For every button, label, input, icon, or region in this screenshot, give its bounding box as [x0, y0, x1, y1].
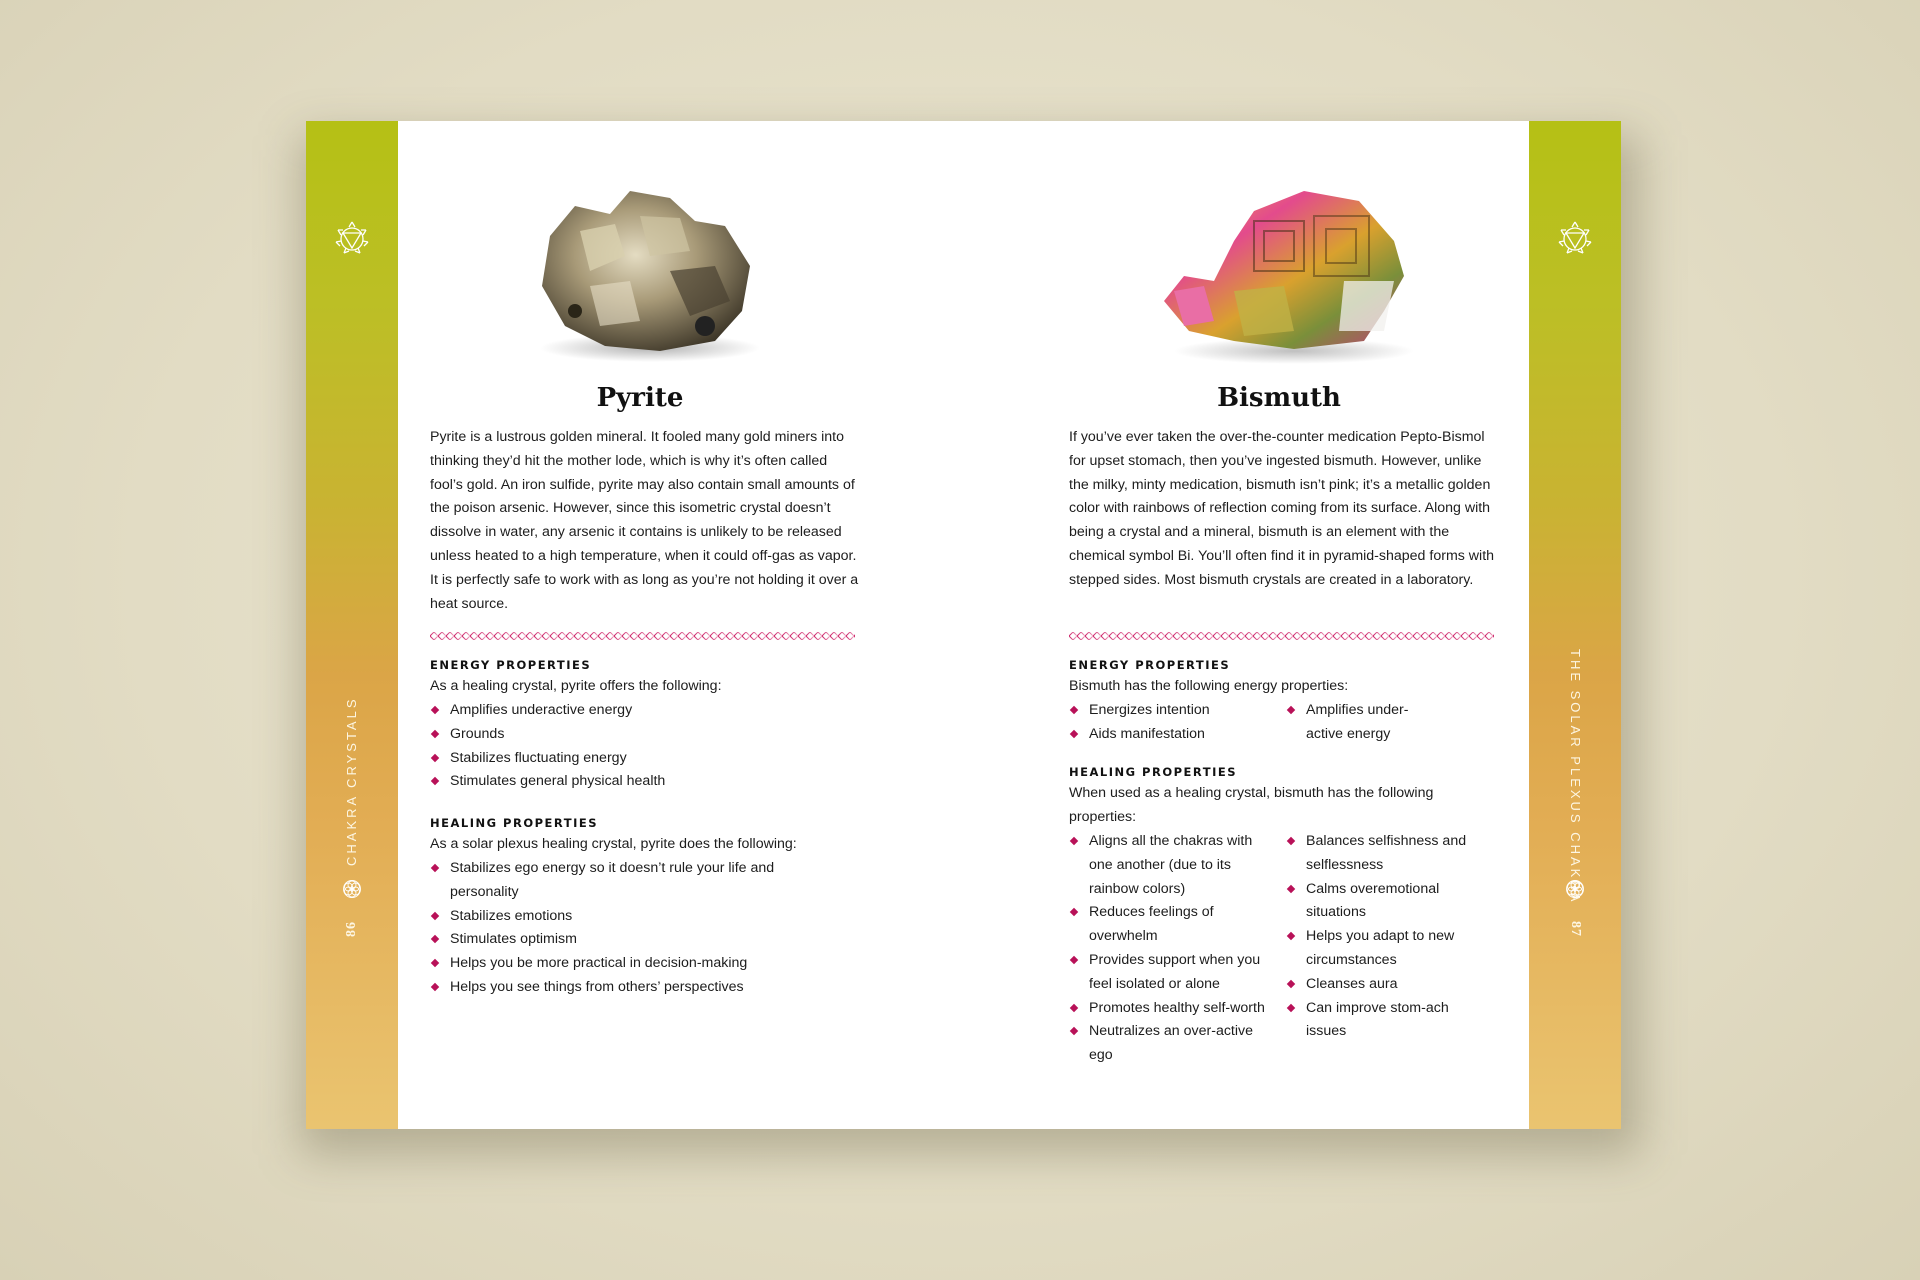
list-item: Stimulates optimism: [430, 928, 830, 952]
list-item: Can improve stom-ach issues: [1286, 997, 1486, 1045]
list-item: Aids manifestation: [1069, 723, 1279, 747]
list-item: Helps you adapt to new circumstances: [1286, 925, 1486, 973]
healing-list-col1: [1069, 830, 1279, 1068]
list-item: Reduces feelings of overwhelm: [1069, 901, 1279, 949]
list-item: Stabilizes fluctuating energy: [430, 747, 850, 771]
crystal-title: Pyrite: [596, 383, 684, 413]
energy-heading: ENERGY PROPERTIES: [430, 658, 592, 672]
page-number-left: 86: [344, 921, 359, 937]
energy-list-col1: [1069, 699, 1279, 747]
crystal-description: If you’ve ever taken the over-the-counter medication Pepto-Bismol for upset stomach, then you’ve ingested bismuth. However, unlike the milky, minty medication, bismuth isn’t pink; it’s a metallic golden color with rainbows of reflection coming from its surface. Along with being a crystal and a mineral, bismuth is an element with the chemical symbol Bi. You’ll often find it in pyramid-shaped forms with stepped sides. Most bismuth crystals are created in a laboratory.: [1069, 429, 1495, 588]
healing-heading: HEALING PROPERTIES: [430, 816, 598, 830]
energy-list: [430, 699, 850, 794]
pyrite-crystal-image: [520, 176, 770, 366]
left-color-band: [306, 121, 398, 1129]
crystal-title: Bismuth: [1217, 383, 1341, 413]
list-item: Neutralizes an over-active ego: [1069, 1020, 1279, 1068]
decorative-divider: [1069, 632, 1494, 640]
left-side-label: CHAKRA CRYSTALS: [344, 696, 359, 866]
list-item: Grounds: [430, 723, 850, 747]
page-number-right: 87: [1568, 921, 1583, 937]
list-item: Balances selfishness and selflessness: [1286, 830, 1486, 878]
list-item: Stimulates general physical health: [430, 770, 850, 794]
bismuth-crystal-image: [1144, 181, 1419, 371]
list-item: Amplifies under-active energy: [1286, 699, 1426, 747]
decorative-divider: [430, 632, 855, 640]
list-item: Helps you see things from others’ perspectives: [430, 976, 830, 1000]
energy-intro: Bismuth has the following energy properties:: [1069, 678, 1349, 694]
open-book: [306, 121, 1621, 1129]
list-item: Stabilizes ego energy so it doesn’t rule your life and personality: [430, 857, 830, 905]
list-item: Calms overemotional situations: [1286, 878, 1486, 926]
healing-intro: When used as a healing crystal, bismuth has the following properties:: [1069, 785, 1434, 825]
energy-intro: As a healing crystal, pyrite offers the following:: [430, 678, 722, 694]
energy-heading: ENERGY PROPERTIES: [1069, 658, 1231, 672]
list-item: Energizes intention: [1069, 699, 1279, 723]
flower-of-life-icon: [342, 879, 362, 899]
energy-list-col2: [1286, 699, 1426, 747]
healing-list-col2: [1286, 830, 1486, 1044]
right-page: [1069, 121, 1621, 1129]
list-item: Provides support when you feel isolated or alone: [1069, 949, 1279, 997]
crystal-description: Pyrite is a lustrous golden mineral. It fooled many gold miners into thinking they’d hit the mother lode, which is why it’s often called fool’s gold. An iron sulfide, pyrite may also contain small amounts of the poison arsenic. However, since this isometric crystal doesn’t dissolve in water, any arsenic it contains is unlikely to be released unless heated to a high temperature, when it could off-gas as vapor. It is perfectly safe to work with as long as you’re not holding it over a heat source.: [430, 429, 859, 612]
list-item: Amplifies underactive energy: [430, 699, 850, 723]
healing-heading: HEALING PROPERTIES: [1069, 765, 1237, 779]
healing-intro: As a solar plexus healing crystal, pyrite does the following:: [430, 836, 797, 852]
healing-list: [430, 857, 830, 1000]
list-item: Stabilizes emotions: [430, 905, 830, 929]
right-side-label: THE SOLAR PLEXUS CHAKRA: [1568, 649, 1583, 905]
list-item: Helps you be more practical in decision-making: [430, 952, 830, 976]
list-item: Promotes healthy self-worth: [1069, 997, 1279, 1021]
list-item: Cleanses aura: [1286, 973, 1486, 997]
list-item: Aligns all the chakras with one another (due to its rainbow colors): [1069, 830, 1279, 901]
left-page: [430, 121, 1050, 1129]
solar-plexus-chakra-icon: [330, 217, 374, 261]
